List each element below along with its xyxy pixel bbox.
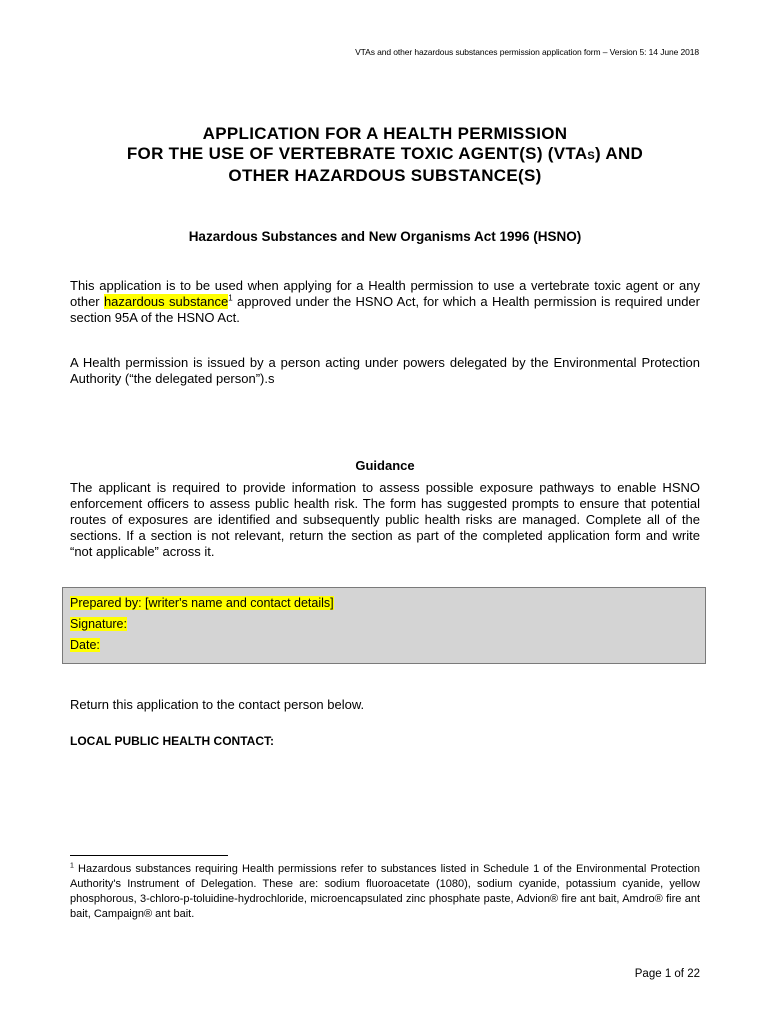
document-title: [0, 124, 770, 186]
title-line-2: [0, 144, 770, 166]
page-number: Page 1 of 22: [634, 968, 700, 980]
intro-after: approved under the HSNO Act, for which a Health permission is required under section 95A of the HSNO Act.: [70, 294, 700, 325]
title-line-1: APPLICATION FOR A HEALTH PERMISSION: [202, 124, 568, 143]
act-heading: Hazardous Substances and New Organisms Act 1996 (HSNO): [188, 229, 582, 244]
footnote-mark: 1: [70, 862, 74, 870]
intro-paragraph: [70, 278, 700, 326]
title-line-2-start: FOR THE USE OF VERTEBRATE TOXIC AGENT(S) (VTA: [126, 144, 588, 163]
title-line-2-end: ) AND: [595, 144, 644, 163]
date-label: Date:: [70, 638, 100, 652]
prepared-by-label: Prepared by: [writer's name and contact details]: [70, 596, 334, 610]
highlighted-term: hazardous substance: [103, 294, 229, 309]
return-instruction: Return this application to the contact person below.: [70, 697, 365, 712]
intro-before: This application is to be used when applying for a Health permission to use a vertebrate toxic agent or any other: [70, 278, 700, 309]
preparer-details-box: [62, 587, 706, 664]
date-field[interactable]: [70, 638, 100, 652]
footnote-reference[interactable]: 1: [228, 293, 233, 303]
signature-label: Signature:: [70, 617, 127, 631]
guidance-heading: Guidance: [355, 458, 415, 473]
prepared-by-field[interactable]: [70, 596, 334, 610]
footnote-text: Hazardous substances requiring Health permissions refer to substances listed in Schedule 1 of the Environmental Protection Authority's Instrument of Delegation. These are: sodium fluoroacetate (1080), sodium cyanide, potassium cyanide, yellow phosphorous, 3-chloro-p-toluidine-hydrochloride, microencapsulated zinc phosphate paste, Advion® fire ant bait, Amdro® fire ant bait, Campaign® ant bait.: [70, 863, 700, 920]
title-line-2-small: S: [587, 150, 596, 162]
guidance-paragraph: The applicant is required to provide information to assess possible exposure pathways to enable HSNO enforcement officers to assess public health risk. The form has suggested prompts to ensure that potential routes of exposures are identified and subsequently public health risks are managed. Complete all of the sections. If a section is not relevant, return the section as part of the completed application form and write “not applicable” across it.: [70, 480, 700, 559]
running-header: VTAs and other hazardous substances permission application form – Version 5: 14 June 2018: [355, 47, 699, 57]
footnote: [70, 862, 700, 922]
issued-paragraph: A Health permission is issued by a person acting under powers delegated by the Environmental Protection Authority (“the delegated person”).s: [70, 355, 700, 386]
signature-field[interactable]: [70, 617, 127, 631]
footnote-separator: [70, 855, 228, 856]
title-line-3: OTHER HAZARDOUS SUBSTANCE(S): [228, 166, 542, 185]
local-contact-heading: LOCAL PUBLIC HEALTH CONTACT:: [70, 734, 274, 748]
